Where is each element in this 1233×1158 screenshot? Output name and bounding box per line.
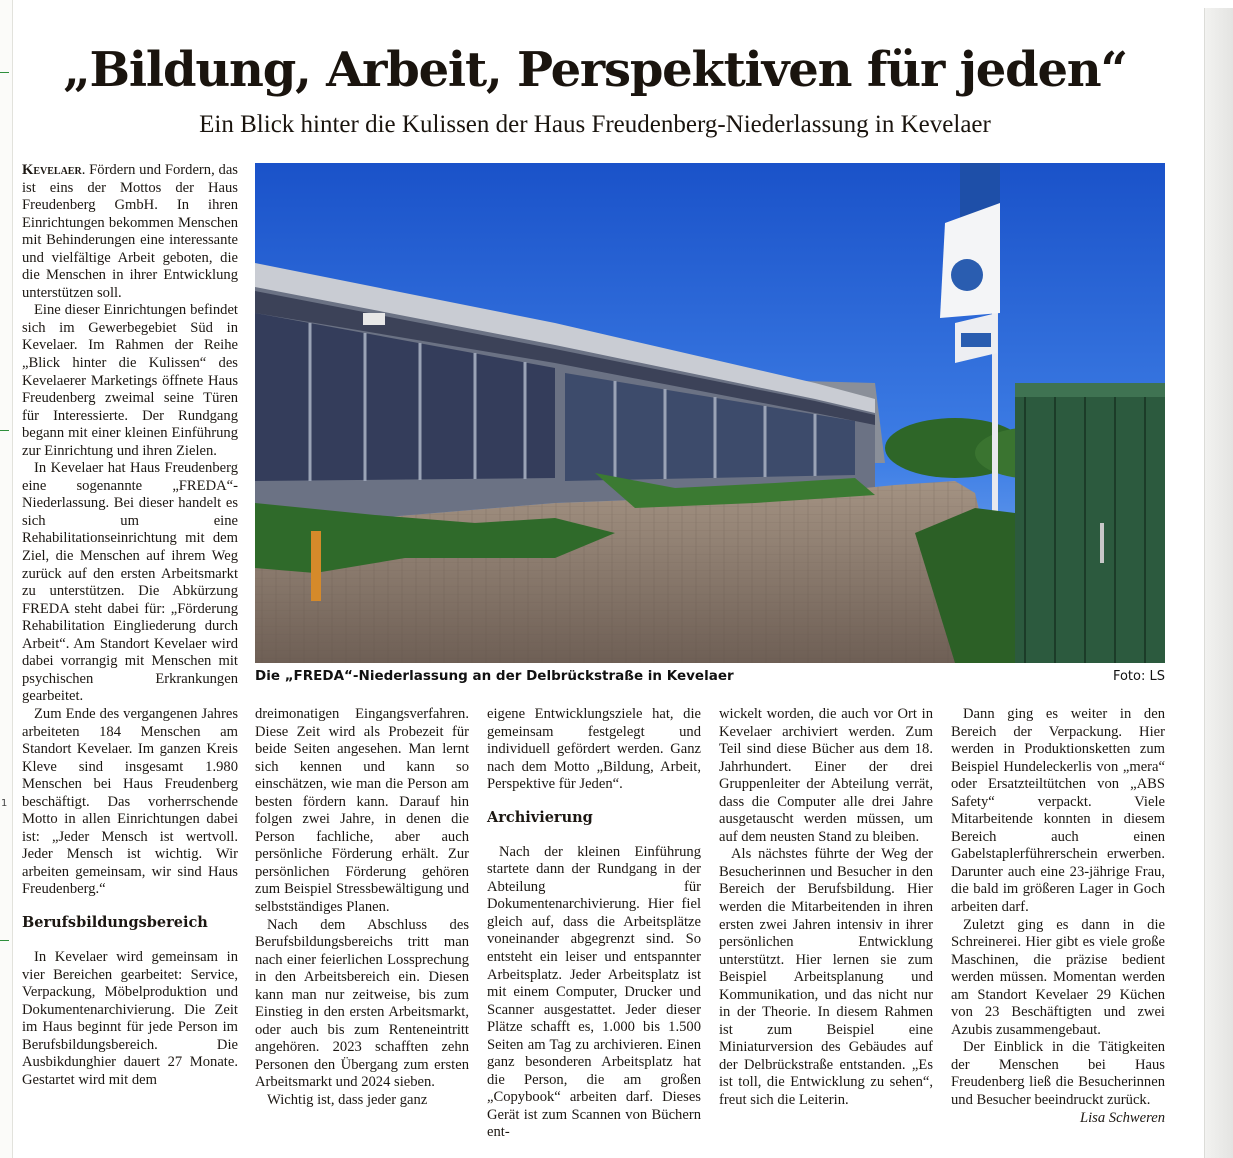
text-column-4 xyxy=(719,706,933,1110)
right-page-edge xyxy=(1204,8,1233,1158)
section-heading: Archivierung xyxy=(487,808,593,826)
text-column-3 xyxy=(487,706,701,1142)
paragraph: In Kevelaer wird gemeinsam in vier Bereichen gearbeitet: Service, Verpackung, Möbelproduktion und Dokumentenarchivierung. Die Zeit im Haus beginnt für jede Person im Berufsbildungsbereich. Die Ausbikdunghier dauert 27 Monate. Gestartet wird mit dem xyxy=(22,948,238,1088)
paragraph: Zuletzt ging es dann in die Schreinerei. Hier gibt es viele große Maschinen, die präzise bedient werden müssen. Momentan werden am Standort Kevelaer 29 Küchen von 23 Beschäftigten und zwei Azubis zusammengebaut. xyxy=(951,916,1165,1038)
paragraph: eigene Entwicklungsziele hat, die gemeinsam festgelegt und individuell gefördert werden. Ganz nach dem Motto „Bildung, Arbeit, Perspektive für Jeden“. xyxy=(487,706,701,793)
gutter-mark xyxy=(0,430,9,431)
article-photo xyxy=(255,163,1165,663)
author-byline: Lisa Schweren xyxy=(1080,1109,1165,1126)
paragraph: Nach dem Abschluss des Berufsbildungsbereichs tritt man nach einer feierlichen Lossprechung in den Arbeitsbereich ein. Diesen kann man nur zeitweise, bis zum Einstieg in den ersten Arbeitsmarkt, oder auch bis zum Renteneintritt angehören. 2023 schafften zehn Personen den Übergang zum ersten Arbeitsmarkt und 2024 sieben. xyxy=(255,916,469,1091)
paragraph: wickelt worden, die auch vor Ort in Kevelaer archiviert werden. Zum Teil sind diese Bücher aus dem 18. Jahrhundert. Einer der drei Gruppenleiter der Abteilung verrät, dass die Computer alle drei Jahre ausgetauscht werden müssen, um auf dem neusten Stand zu bleiben. xyxy=(719,706,933,845)
text-column-2 xyxy=(255,706,469,1110)
paragraph: Dann ging es weiter in den Bereich der Verpackung. Hier werden in Produktionsketten zum Beispiel Hundeleckerlis von „mera“ oder Ersatzteiltütchen von „ABS Safety“ verpackt. Viele Mitarbeitende konnten in diesem Bereich auch einen Gabelstaplerführerschein erwerben. Darunter auch eine 23-jährige Frau, die bald im größeren Lager in Goch arbeiten darf. xyxy=(951,706,1165,916)
paragraph: Als nächstes führte der Weg der Besucherinnen und Besucher in den Bereich der Berufsbildung. Hier werden die Mitarbeitenden in ihren ersten zwei Jahren intensiv in ihrer persönlichen Entwicklung unterstützt. Hier lernen sie zum Beispiel Arbeitsplanung und Kommunikation, und das nicht nur in der Theorie. In diesem Rahmen ist zum Beispiel eine Miniaturversion des Gebäudes auf der Delbrückstraße entstanden. „Es ist toll, die Entwicklung zu sehen“, freut sich die Leiterin. xyxy=(719,846,933,1109)
article-subheadline: Ein Blick hinter die Kulissen der Haus Freudenberg-Niederlassung in Kevelaer xyxy=(199,111,991,138)
paragraph: In Kevelaer hat Haus Freudenberg eine sogenannte „FREDA“-Niederlassung. Bei dieser handelt es sich um eine Rehabilitationseinrichtung mit dem Ziel, die Menschen auf ihrem Weg zurück auf den ersten Arbeitsmarkt zu unterstützen. Die Abkürzung FREDA steht dabei für: „Förderung Rehabilitation Eingliederung durch Arbeit“. Am Standort Kevelaer wird dabei vorrangig mit Menschen mit psychischen Erkrankungen gearbeitet. xyxy=(22,460,238,705)
text-column-5 xyxy=(951,706,1165,1127)
paragraph: Eine dieser Einrichtungen befindet sich im Gewerbegebiet Süd in Kevelaer. Im Rahmen der Reihe „Blick hinter die Kulissen“ des Kevelaerer Marketings öffnete Haus Freudenberg zweimal seine Türen für Interessierte. Der Rundgang begann mit einer kleinen Einführung zur Einrichtung und ihren Zielen. xyxy=(22,302,238,459)
left-page-gutter xyxy=(0,0,13,1158)
text-column-1 xyxy=(22,162,238,1089)
gutter-page-number: 1 xyxy=(1,798,8,809)
article-headline: „Bildung, Arbeit, Perspektiven für jeden“ xyxy=(63,42,1127,98)
paragraph-text: . Fördern und Fordern, das ist eins der Mottos der Haus Freudenberg GmbH. In ihren Einrichtungen bekommen Menschen mit Behinderungen eine interessante und vielfältige Arbeit geboten, die die Menschen in ihrer Entwicklung unterstützen soll. xyxy=(22,162,238,301)
lead-paragraph xyxy=(22,162,238,302)
paragraph: Wichtig ist, dass jeder ganz xyxy=(267,1092,428,1109)
photo-credit: Foto: LS xyxy=(1112,669,1165,684)
paragraph: Nach der kleinen Einführung startete dann der Rundgang in der Abteilung für Dokumentenarchivierung. Hier fiel gleich auf, dass die Arbeitsplätze voneinander abgegrenzt sind. So entsteht ein leiser und entspannter Arbeitsplatz. Jeder Arbeitsplatz ist mit einem Computer, Drucker und Scanner ausgestattet. Jeder dieser Plätze schafft es, 1.000 bis 1.500 Seiten am Tag zu archivieren. Einen ganz besonderen Arbeitsplatz hat die Person, die am großen „Copybook“ arbeiten darf. Dieses Gerät ist zum Scannen von Büchern ent- xyxy=(487,843,701,1141)
paragraph: dreimonatigen Eingangsverfahren. Diese Zeit wird als Probezeit für beide Seiten angesehen. Man lernt sich kennen und kann so einschätzen, wie man die Person am besten fördern kann. Darauf hin folgen zwei Jahre, in denen die Person fachliche, aber auch persönliche Förderung erhält. Zur persönlichen Förderung gehören zum Beispiel Stressbewältigung und selbstständiges Planen. xyxy=(255,706,469,916)
photo-caption: Die „FREDA“-Niederlassung an der Delbrückstraße in Kevelaer xyxy=(255,668,734,684)
paragraph: Zum Ende des vergangenen Jahres arbeiteten 184 Menschen am Standort Kevelaer. Im ganzen Kreis Kleve sind insgesamt 1.980 Menschen bei Haus Freudenberg beschäftigt. Das vorherrschende Motto in allen Einrichtungen dabei ist: „Jeder Mensch ist wertvoll. Jeder Mensch ist wichtig. Wir arbeiten gemeinsam, wir sind Haus Freudenberg.“ xyxy=(22,705,238,898)
gutter-mark xyxy=(0,72,9,73)
paragraph: Der Einblick in die Tätigkeiten der Menschen bei Haus Freudenberg ließ die Besucherinnen und Besucher beeindruckt zurück. xyxy=(951,1039,1165,1109)
gutter-mark xyxy=(0,940,9,941)
section-heading: Berufsbildungsbereich xyxy=(22,913,208,931)
dateline: Kevelaer xyxy=(22,162,82,178)
